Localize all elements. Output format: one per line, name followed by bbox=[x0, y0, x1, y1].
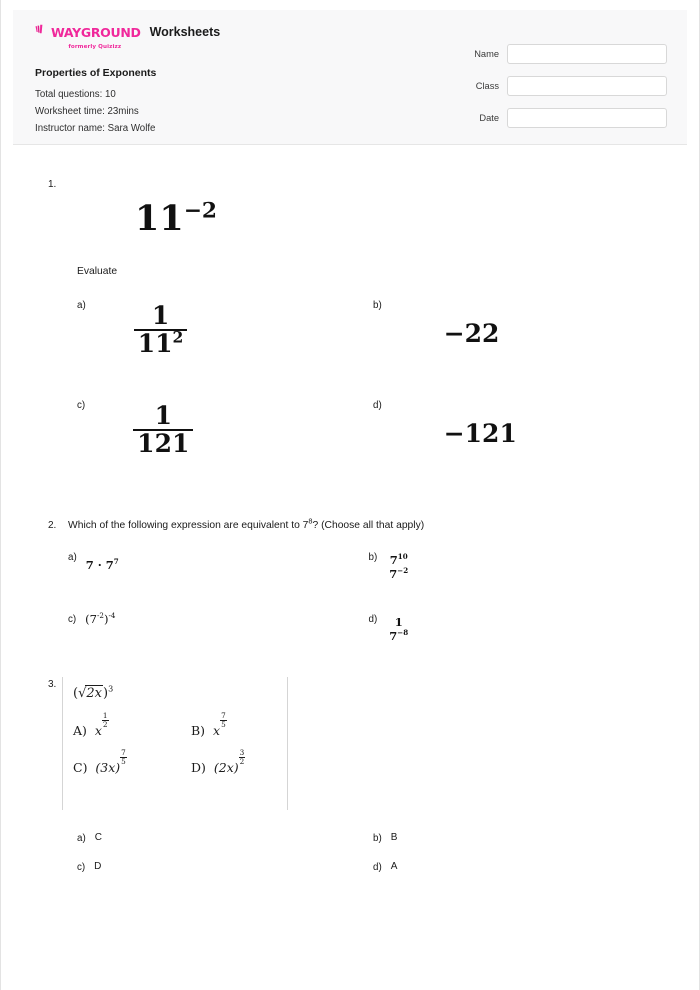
denominator-base: 7 bbox=[389, 567, 398, 582]
figure-expression bbox=[73, 685, 277, 701]
class-input[interactable] bbox=[507, 76, 667, 96]
numerator-base: 1 bbox=[394, 615, 403, 630]
brand-row bbox=[35, 24, 365, 50]
question-2-number: 2. bbox=[48, 520, 57, 531]
question-2-option-a[interactable] bbox=[68, 551, 369, 613]
question-3-option-c[interactable] bbox=[77, 861, 373, 890]
option-a-value bbox=[77, 551, 119, 573]
brand-name: WAYGROUND bbox=[51, 24, 141, 40]
question-1-option-c[interactable] bbox=[77, 399, 373, 507]
q1-exponent: −2 bbox=[183, 198, 217, 224]
paren-open: ( bbox=[73, 686, 79, 702]
choice-a-exponent bbox=[102, 712, 109, 728]
figure-choice-c bbox=[73, 748, 191, 776]
option-c-value bbox=[85, 399, 193, 458]
exp-den: 5 bbox=[221, 720, 226, 730]
question-3-option-b[interactable] bbox=[373, 832, 669, 861]
choice-b-exponent bbox=[220, 712, 227, 728]
fraction-denominator bbox=[389, 630, 408, 644]
option-c-key: c) bbox=[77, 400, 86, 411]
q2-prompt-exponent: 8 bbox=[308, 516, 313, 526]
choice-d-base: (2x) bbox=[213, 760, 239, 776]
fraction-denominator bbox=[389, 568, 408, 582]
exp-num: 1 bbox=[102, 711, 108, 721]
question-3-option-d[interactable] bbox=[373, 861, 669, 890]
name-field-label: Name bbox=[474, 49, 499, 59]
exp-num: 7 bbox=[121, 748, 126, 758]
product-label: Worksheets bbox=[149, 25, 221, 39]
q1-base: 11 bbox=[135, 198, 184, 239]
header-left bbox=[35, 24, 365, 144]
figure-choice-a bbox=[73, 711, 191, 739]
option-b-value: −22 bbox=[443, 319, 500, 348]
option-a-key: a) bbox=[77, 300, 86, 311]
worksheet-header bbox=[13, 10, 687, 145]
class-field-row bbox=[457, 76, 667, 96]
wayground-logo bbox=[35, 24, 141, 50]
meta-total-questions: Total questions: 10 bbox=[35, 89, 116, 100]
worksheet-title: Properties of Exponents bbox=[35, 67, 157, 79]
paren-close: ) bbox=[102, 686, 109, 702]
question-3-option-a[interactable] bbox=[77, 832, 373, 861]
option-b-key: b) bbox=[368, 552, 378, 564]
expression-exponent: 3 bbox=[108, 685, 114, 695]
choice-d-label: D) bbox=[191, 760, 206, 776]
radical-icon: √ bbox=[78, 686, 87, 702]
question-1-option-b[interactable] bbox=[373, 299, 669, 399]
dot-operator: · bbox=[97, 558, 102, 573]
choice-d-exponent bbox=[239, 749, 246, 765]
name-field-row bbox=[457, 44, 667, 64]
radicand: 2x bbox=[86, 686, 102, 702]
fraction-7pow10-over-7powneg2 bbox=[389, 554, 408, 582]
question-2 bbox=[35, 507, 669, 669]
question-3 bbox=[35, 669, 669, 890]
choice-c-exponent bbox=[120, 749, 127, 765]
brand-tagline: formerly Quizizz bbox=[68, 44, 122, 50]
date-input[interactable] bbox=[507, 108, 667, 128]
class-field-label: Class bbox=[475, 81, 499, 91]
option-a-key: a) bbox=[68, 552, 77, 564]
option-d-value: −121 bbox=[443, 419, 517, 448]
header-fields bbox=[457, 24, 667, 144]
option-d-value: A bbox=[390, 861, 398, 873]
choice-a-label: A) bbox=[73, 723, 87, 739]
denominator-exponent: −8 bbox=[397, 628, 409, 638]
outer-exponent: -4 bbox=[108, 611, 116, 621]
fraction-1-over-11-squared bbox=[134, 303, 188, 358]
figure-choice-d bbox=[191, 748, 277, 776]
option-d-key: d) bbox=[373, 400, 382, 411]
exp-num: 7 bbox=[221, 711, 226, 721]
option-b-value bbox=[377, 551, 408, 582]
denominator-base: 7 bbox=[389, 629, 398, 644]
factor-2: 7 bbox=[105, 558, 114, 573]
exp-den: 2 bbox=[102, 720, 108, 730]
wayground-mark-icon bbox=[35, 24, 48, 42]
question-2-option-b[interactable] bbox=[369, 551, 670, 613]
figure-choices bbox=[73, 711, 277, 776]
option-a-value: C bbox=[94, 832, 102, 844]
date-field-label: Date bbox=[479, 113, 499, 123]
factor-1: 7 bbox=[85, 558, 94, 573]
logo-line bbox=[35, 24, 141, 42]
question-1-options bbox=[77, 299, 669, 507]
meta-worksheet-time: Worksheet time: 23mins bbox=[35, 106, 139, 117]
inner-exponent: -2 bbox=[97, 611, 104, 621]
figure-choice-b bbox=[191, 711, 277, 739]
meta-instructor-name: Instructor name: Sara Wolfe bbox=[35, 123, 156, 134]
question-3-options bbox=[62, 810, 669, 890]
question-2-prompt bbox=[68, 516, 669, 533]
question-3-figure-image bbox=[62, 677, 288, 810]
fraction-numerator: 1 bbox=[134, 303, 188, 331]
question-list bbox=[13, 145, 687, 890]
exp-den: 2 bbox=[239, 756, 245, 766]
choice-a-base: x bbox=[94, 723, 102, 739]
q2-prompt-before: Which of the following expression are equivalent to 7 bbox=[68, 520, 309, 531]
question-2-body bbox=[35, 516, 669, 669]
factor-2-exponent: 7 bbox=[113, 557, 119, 567]
option-a-key: a) bbox=[77, 833, 86, 845]
name-input[interactable] bbox=[507, 44, 667, 64]
option-d-key: d) bbox=[368, 614, 378, 626]
q2-prompt-after: ? (Choose all that apply) bbox=[312, 520, 425, 531]
denominator-exponent: −2 bbox=[397, 566, 409, 576]
option-d-value bbox=[377, 613, 408, 644]
question-2-option-c[interactable] bbox=[68, 613, 369, 669]
denominator-exponent: 2 bbox=[172, 327, 184, 347]
denominator-base: 121 bbox=[137, 429, 190, 459]
question-1-option-a[interactable] bbox=[77, 299, 373, 399]
option-c-value: D bbox=[94, 861, 102, 873]
option-b-key: b) bbox=[373, 833, 382, 845]
fraction-1-over-121 bbox=[133, 403, 193, 458]
question-3-body bbox=[35, 677, 669, 890]
fraction-numerator: 1 bbox=[133, 403, 193, 431]
inner-base: 7 bbox=[89, 612, 97, 627]
question-2-options bbox=[68, 533, 669, 669]
option-c-value: $(7^{-2})^{-4}$ bbox=[85, 611, 116, 627]
option-a-value bbox=[86, 299, 188, 358]
option-c-key: c) bbox=[77, 862, 86, 874]
question-1-instruction: Evaluate bbox=[77, 266, 118, 277]
question-1-body bbox=[35, 179, 669, 507]
exp-num: 3 bbox=[239, 748, 245, 758]
fraction-1-over-7powneg8 bbox=[389, 616, 408, 644]
fraction-denominator bbox=[134, 327, 188, 359]
denominator-base: 11 bbox=[137, 329, 173, 359]
option-b-value: B bbox=[390, 832, 398, 844]
question-2-option-d[interactable] bbox=[369, 613, 670, 669]
choice-c-label: C) bbox=[73, 760, 88, 776]
choice-b-label: B) bbox=[191, 723, 206, 739]
date-field-row bbox=[457, 108, 667, 128]
question-1-option-d[interactable] bbox=[373, 399, 669, 507]
option-c-key: c) bbox=[68, 614, 77, 626]
question-1-number: 1. bbox=[48, 179, 57, 190]
question-1-expression bbox=[77, 179, 669, 266]
question-3-number: 3. bbox=[48, 679, 57, 691]
numerator-exponent: 10 bbox=[397, 552, 408, 562]
page-inner bbox=[13, 10, 687, 990]
option-d-key: d) bbox=[373, 862, 382, 874]
exp-den: 5 bbox=[121, 756, 126, 766]
question-1 bbox=[35, 145, 669, 507]
choice-c-base: (3x) bbox=[95, 760, 121, 776]
numerator-base: 7 bbox=[389, 553, 398, 568]
choice-b-base: x bbox=[213, 723, 221, 739]
fraction-denominator bbox=[133, 431, 193, 457]
option-b-key: b) bbox=[373, 300, 382, 311]
